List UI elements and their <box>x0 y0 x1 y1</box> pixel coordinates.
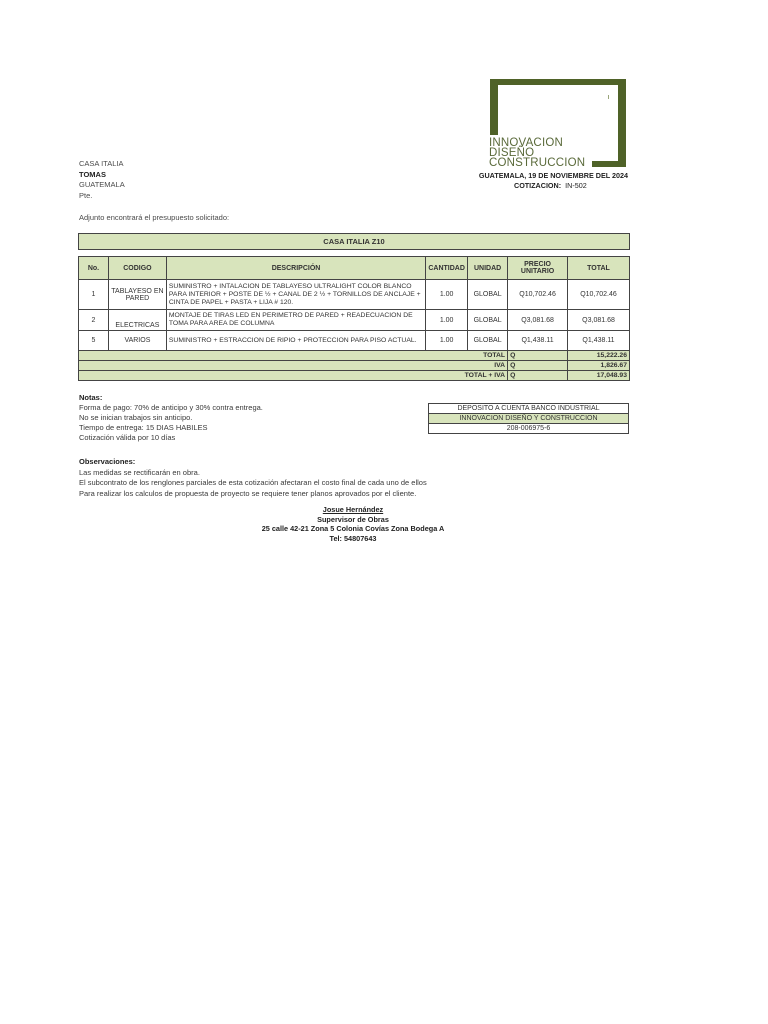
row-quantity: 1.00 <box>426 310 468 331</box>
quotation-table <box>78 233 630 381</box>
company-logo <box>488 77 628 169</box>
document-date: GUATEMALA, 19 DE NOVIEMBRE DEL 2024 <box>478 171 628 180</box>
table-row <box>79 280 630 310</box>
summary-row-grand-total <box>79 371 630 381</box>
header-quantity: CANTIDAD <box>426 257 468 280</box>
quote-number <box>514 181 587 190</box>
signature-block <box>200 505 506 543</box>
row-total: Q1,438.11 <box>568 331 630 351</box>
notes-line: Forma de pago: 70% de anticipo y 30% contra entrega. <box>79 403 263 412</box>
header-description: DESCRIPCIÓN <box>166 257 425 280</box>
row-total: Q10,702.46 <box>568 280 630 310</box>
client-suffix: Pte. <box>79 190 93 200</box>
signer-role: Supervisor de Obras <box>317 514 389 524</box>
client-name: CASA ITALIA <box>79 159 124 168</box>
observations-section <box>79 457 427 499</box>
row-quantity: 1.00 <box>426 280 468 310</box>
summary-currency: Q <box>508 361 568 371</box>
logo-line-1: INNOVACION <box>489 137 563 149</box>
summary-label: TOTAL <box>79 351 508 361</box>
header-unit: UNIDAD <box>468 257 508 280</box>
notes-heading: Notas: <box>79 393 103 402</box>
header-total: TOTAL <box>568 257 630 280</box>
logo-line-3: CONSTRUCCION <box>489 157 586 169</box>
notes-section <box>79 393 263 443</box>
table-row <box>79 310 630 331</box>
summary-label: TOTAL + IVA <box>79 371 508 381</box>
logo-line-2: DISEÑO <box>489 147 535 159</box>
summary-row-total <box>79 351 630 361</box>
table-row <box>79 331 630 351</box>
bank-line-2: INNOVACION DISEÑO Y CONSTRUCCION <box>429 414 629 424</box>
header-code: CODIGO <box>108 257 166 280</box>
row-code: TABLAYESO EN PARED <box>108 280 166 310</box>
quote-value: IN-502 <box>565 181 587 190</box>
bank-line-1: DEPOSITO A CUENTA BANCO INDUSTRIAL <box>429 404 629 414</box>
client-city: GUATEMALA <box>79 180 125 189</box>
summary-label: IVA <box>79 361 508 371</box>
row-description: MONTAJE DE TIRAS LED EN PERIMETRO DE PARED + READECUACION DE TOMA PARA AREA DE COLUMNA <box>166 310 425 331</box>
table-title: CASA ITALIA Z10 <box>79 234 630 250</box>
summary-value: 1,826.67 <box>568 361 630 371</box>
summary-currency: Q <box>508 371 568 381</box>
observations-line: El subcontrato de los renglones parciales de esta cotización afectaran el costo final de cada uno de ellos <box>79 478 427 487</box>
quote-label: COTIZACION: <box>514 181 562 190</box>
summary-currency: Q <box>508 351 568 361</box>
client-contact: TOMAS <box>79 169 106 179</box>
notes-line: Cotización válida por 10 días <box>79 433 176 442</box>
row-code: VARIOS <box>108 331 166 351</box>
table-header-row <box>79 257 630 280</box>
bank-account-number: 208-006975-6 <box>429 424 629 434</box>
row-unit-price: Q1,438.11 <box>508 331 568 351</box>
client-address <box>79 159 125 201</box>
header-unit-price: PRECIO UNITARIO <box>508 257 568 280</box>
observations-line: Las medidas se rectificarán en obra. <box>79 467 200 477</box>
signer-address: 25 calle 42-21 Zona 5 Colonia Covías Zona Bodega A <box>261 524 445 533</box>
row-no: 1 <box>79 280 109 310</box>
row-total: Q3,081.68 <box>568 310 630 331</box>
summary-value: 17,048.93 <box>568 371 630 381</box>
signer-name: Josue Hernández <box>322 505 384 514</box>
row-no: 2 <box>79 310 109 331</box>
row-code: ELECTRICAS <box>108 310 166 331</box>
observations-heading: Observaciones: <box>79 457 136 466</box>
row-unit: GLOBAL <box>468 331 508 351</box>
summary-row-iva <box>79 361 630 371</box>
row-no: 5 <box>79 331 109 351</box>
row-unit-price: Q3,081.68 <box>508 310 568 331</box>
notes-line: No se inician trabajos sin anticipo. <box>79 413 193 422</box>
table-spacer <box>79 250 630 257</box>
intro-text: Adjunto encontrará el presupuesto solicitado: <box>79 213 230 222</box>
row-description: SUMINISTRO + INTALACION DE TABLAYESO ULTRALIGHT COLOR BLANCO PARA INTERIOR + POSTE DE ½ + CANAL DE 2 ½ + TORNILLOS DE ANCLAJE + CINTA DE PAPEL + PASTA + LIJA # 120. <box>166 280 425 310</box>
row-description: SUMINISTRO + ESTRACCION DE RIPIO + PROTECCION PARA PISO ACTUAL. <box>166 331 425 351</box>
row-unit: GLOBAL <box>468 310 508 331</box>
notes-line: Tiempo de entrega: 15 DIAS HABILES <box>79 423 208 432</box>
header-no: No. <box>79 257 109 280</box>
row-quantity: 1.00 <box>426 331 468 351</box>
observations-line: Para realizar los calculos de propuesta de proyecto se requiere tener planos aprovados por el cliente. <box>79 488 417 498</box>
bank-deposit-box <box>428 403 629 434</box>
row-unit: GLOBAL <box>468 280 508 310</box>
signer-phone: Tel: 54807643 <box>329 533 377 543</box>
summary-value: 15,222.26 <box>568 351 630 361</box>
row-unit-price: Q10,702.46 <box>508 280 568 310</box>
